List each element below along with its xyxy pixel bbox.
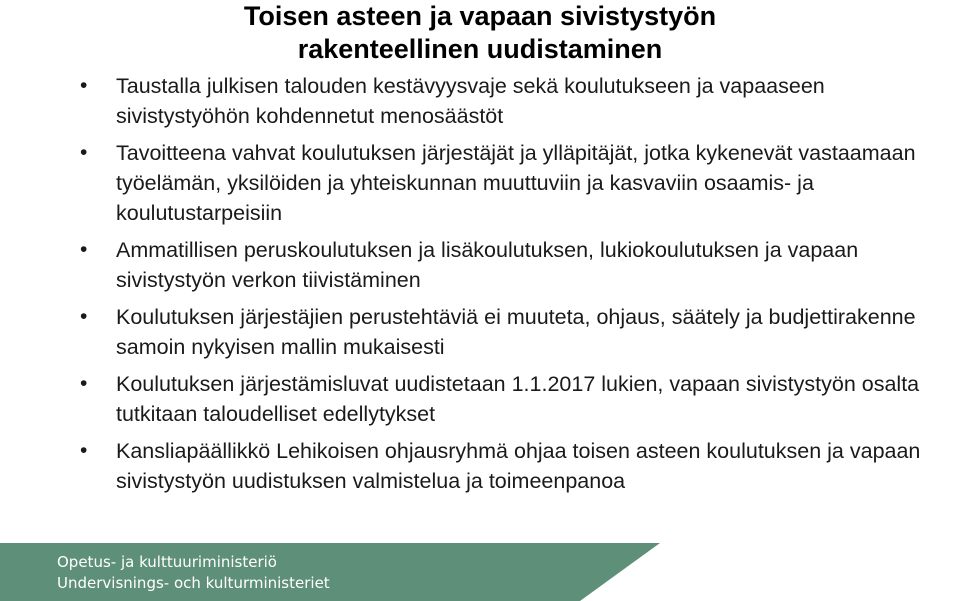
bullet-dot-icon: • bbox=[80, 74, 88, 97]
bullet-dot-icon: • bbox=[80, 372, 88, 395]
bullet-text: Tavoitteena vahvat koulutuksen järjestäjät ja ylläpitäjät, jotka kykenevät vastaamaan työelämän, yksilöiden ja yhteiskunnan muuttuviin ja kasvaviin osaamis- ja koulutustarpeisiin bbox=[116, 141, 916, 225]
ministry-name bbox=[57, 552, 330, 594]
slide-title-line-1: Toisen asteen ja vapaan sivistystyön bbox=[243, 1, 717, 31]
bullet-item bbox=[78, 369, 938, 429]
ministry-footer bbox=[0, 543, 960, 601]
bullet-item bbox=[78, 436, 938, 496]
bullet-item bbox=[78, 71, 938, 131]
ministry-name-finnish: Opetus- ja kulttuuriministeriö bbox=[57, 553, 277, 571]
bullet-text: Koulutuksen järjestäjien perustehtäviä ei muuteta, ohjaus, säätely ja budjettirakenne samoin nykyisen mallin mukaisesti bbox=[116, 305, 916, 359]
bullet-dot-icon: • bbox=[80, 439, 88, 462]
bullet-item bbox=[78, 138, 938, 228]
bullet-dot-icon: • bbox=[80, 238, 88, 261]
bullet-text: Koulutuksen järjestämisluvat uudistetaan 1.1.2017 lukien, vapaan sivistystyön osalta tutkitaan taloudelliset edellytykset bbox=[116, 372, 920, 426]
slide-title-line-2: rakenteellinen uudistaminen bbox=[297, 34, 663, 64]
slide-title bbox=[0, 0, 960, 66]
bullet-item bbox=[78, 302, 938, 362]
bullet-list bbox=[78, 71, 938, 503]
bullet-text: Ammatillisen peruskoulutuksen ja lisäkoulutuksen, lukiokoulutuksen ja vapaan sivistystyön verkon tiivistäminen bbox=[116, 238, 859, 292]
bullet-text: Taustalla julkisen talouden kestävyysvaje sekä koulutukseen ja vapaaseen sivistystyöhön kohdennetut menosäästöt bbox=[116, 74, 825, 128]
ministry-name-swedish: Undervisnings- och kulturministeriet bbox=[57, 574, 330, 592]
bullet-item bbox=[78, 235, 938, 295]
bullet-dot-icon: • bbox=[80, 141, 88, 164]
bullet-text: Kansliapäällikkö Lehikoisen ohjausryhmä ohjaa toisen asteen koulutuksen ja vapaan sivistystyön uudistuksen valmistelua ja toimeenpanoa bbox=[116, 439, 921, 493]
bullet-dot-icon: • bbox=[80, 305, 88, 328]
